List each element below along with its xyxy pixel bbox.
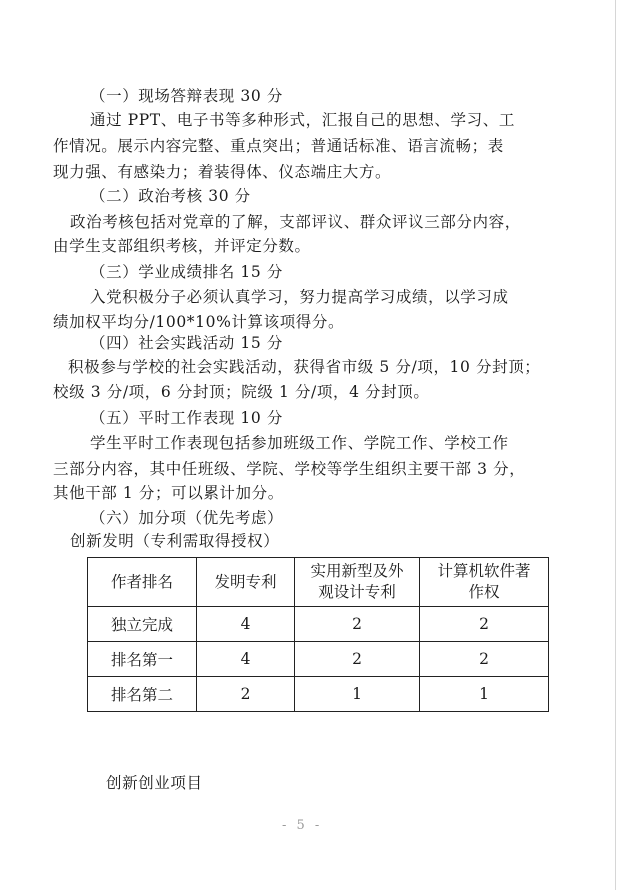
header-software-copyright: 计算机软件著 作权: [420, 558, 549, 607]
table-row: [88, 677, 549, 712]
section-4-text-line-2: 校级 3 分/项，6 分封顶；院级 1 分/项，4 分封顶。: [53, 383, 430, 401]
table-cell: 4: [197, 607, 295, 642]
patent-score-table: [87, 557, 549, 712]
section-1-text-line-3: 现力强、有感染力；着装得体、仪态端庄大方。: [53, 163, 392, 181]
section-1-text-line-2: 作情况。展示内容完整、重点突出；普通话标准、语言流畅；表: [53, 137, 504, 155]
section-5-heading: （五）平时工作表现 10 分: [90, 409, 283, 427]
table-cell: 4: [197, 642, 295, 677]
header-utility-design-patent: 实用新型及外 观设计专利: [295, 558, 420, 607]
header-author-rank: 作者排名: [88, 558, 197, 607]
table-cell: 独立完成: [88, 607, 197, 642]
next-section-heading: 创新创业项目: [106, 774, 203, 792]
section-2-text-line-2: 由学生支部组织考核，并评定分数。: [53, 237, 311, 255]
section-5-text-line-3: 其他干部 1 分；可以累计加分。: [53, 484, 284, 502]
page-number: - 5 -: [282, 818, 323, 833]
section-2-text-line-1: 政治考核包括对党章的了解，支部评议、群众评议三部分内容，: [70, 213, 521, 231]
section-3-text-line-2: 绩加权平均分/100*10%计算该项得分。: [53, 313, 345, 331]
section-1-text-line-1: 通过 PPT、电子书等多种形式，汇报自己的思想、学习、工: [90, 111, 515, 129]
header-invention-patent: 发明专利: [197, 558, 295, 607]
section-4-heading: （四）社会实践活动 15 分: [90, 334, 283, 352]
table-cell: 2: [295, 642, 420, 677]
section-3-text-line-1: 入党积极分子必须认真学习，努力提高学习成绩，以学习成: [90, 288, 509, 306]
section-4-text-line-1: 积极参与学校的社会实践活动，获得省市级 5 分/项，10 分封顶；: [68, 358, 541, 376]
table-cell: 1: [420, 677, 549, 712]
section-1-heading: （一）现场答辩表现 30 分: [90, 87, 283, 105]
section-5-text-line-1: 学生平时工作表现包括参加班级工作、学院工作、学校工作: [90, 434, 509, 452]
table-cell: 1: [295, 677, 420, 712]
page-edge-line: [615, 0, 616, 890]
section-5-text-line-2: 三部分内容，其中任班级、学院、学校等学生组织主要干部 3 分，: [53, 460, 526, 478]
table-cell: 排名第一: [88, 642, 197, 677]
section-6-subheading: 创新发明（专利需取得授权）: [70, 532, 280, 550]
table-cell: 2: [420, 607, 549, 642]
table-row: [88, 642, 549, 677]
table-cell: 2: [295, 607, 420, 642]
section-6-heading: （六）加分项（优先考虑）: [90, 509, 284, 527]
table-cell: 2: [197, 677, 295, 712]
table-header-row: [88, 558, 549, 607]
section-2-heading: （二）政治考核 30 分: [90, 187, 251, 205]
table-cell: 排名第二: [88, 677, 197, 712]
table-cell: 2: [420, 642, 549, 677]
section-3-heading: （三）学业成绩排名 15 分: [90, 263, 283, 281]
table-row: [88, 607, 549, 642]
